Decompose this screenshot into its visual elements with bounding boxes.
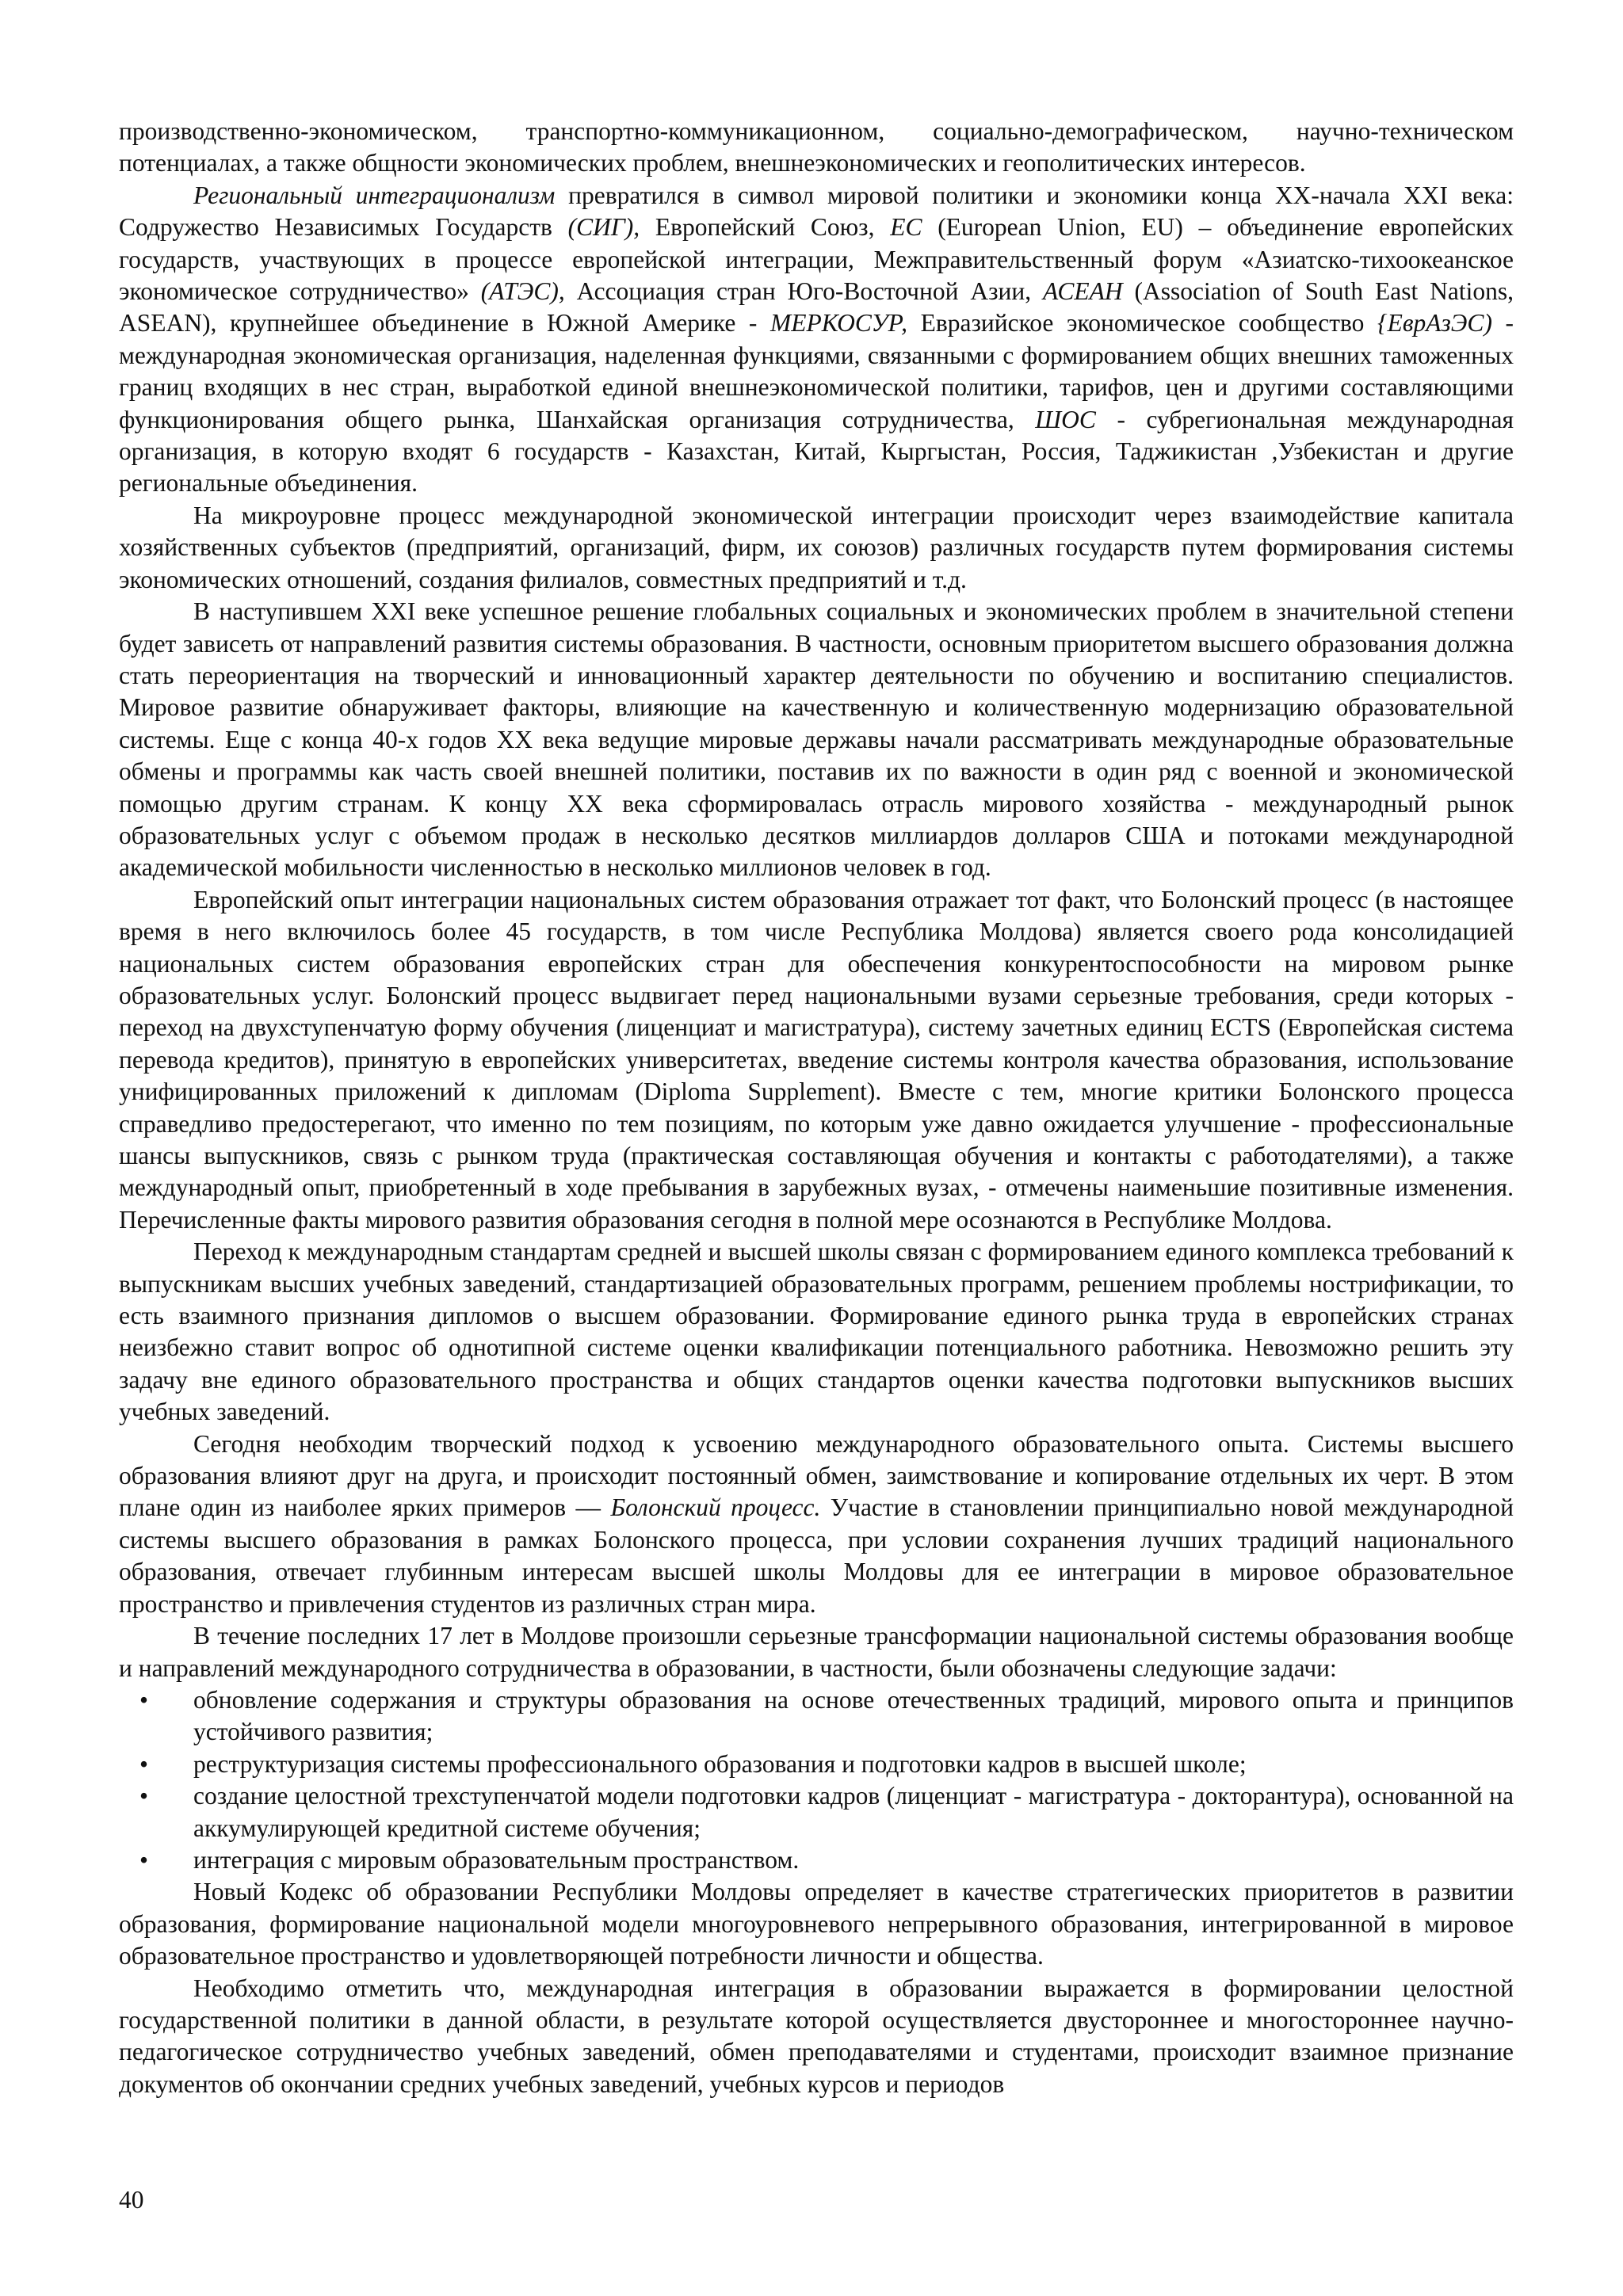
italic-abbr: МЕРКОСУР, xyxy=(769,309,908,338)
bullet-icon: • xyxy=(139,1782,149,1810)
italic-abbr: ШОС xyxy=(1035,405,1096,433)
list-item: • интеграция с мировым образовательным пространством. xyxy=(119,1844,1514,1876)
paragraph-xxi-century: В наступившем XXI веке успешное решение глобальных социальных и экономических проблем в значительной степени будет зависеть от направлений развития системы образования. В частности, основным приоритетом высшего образования должна стать переориентация на творческий и инновационный характер деятельности по обучению и воспитанию специалистов. Мировое развитие обнаруживает факторы, влияющие на качественную и количественную модернизацию образовательной системы. Еще с конца 40-х годов XX века ведущие мировые державы начали рассматривать международные образовательные обмены и программы как часть своей внешней политики, поставив их по важности в один ряд с военной и экономической помощью другим странам. К концу XX века сформировалась отрасль мирового хозяйства - международный рынок образовательных услуг с объемом продаж в несколько десятков миллиардов долларов США и потоками международной академической мобильности численностью в несколько миллионов человек в год. xyxy=(119,597,1514,882)
paragraph-micro-level: На микроуровне процесс международной экономической интеграции происходит через взаимодействие капитала хозяйственных субъектов (предприятий, организаций, фирм, их союзов) различных государств путем формирования системы экономических отношений, создания филиалов, совместных предприятий и т.д. xyxy=(119,501,1514,593)
bullet-icon: • xyxy=(139,1685,149,1714)
italic-abbr: ЕС xyxy=(890,213,922,242)
paragraph-international-integration: Необходимо отметить что, международная интеграция в образовании выражается в формировании целостной государственной политики в данной области, в результате которой осуществляется двустороннее и многостороннее научно-педагогическое сотрудничество учебных заведений, обмен преподавателями и студентами, происходит взаимное признание документов об окончании средних учебных заведений, учебных курсов и периодов xyxy=(119,1974,1514,2098)
italic-term: Болонский процесс. xyxy=(610,1493,821,1522)
paragraph-international-standards: Переход к международным стандартам средней и высшей школы связан с формированием единого комплекса требований к выпускникам высших учебных заведений, стандартизацией образовательных программ, решением проблемы нострификации, то есть взаимного признания дипломов о высшем образовании. Формирование единого рынка труда в европейских странах неизбежно ставит вопрос об однотипной системе оценки квалификации потенциального работника. Невозможно решить эту задачу вне единого образовательного пространства и общих стандартов оценки качества подготовки выпускников высших учебных заведений. xyxy=(119,1238,1514,1426)
document-page xyxy=(119,116,1514,2100)
bullet-icon: • xyxy=(139,1845,149,1874)
paragraph-creative-approach: Сегодня необходим творческий подход к усвоению международного образовательного опыта. Системы высшего образования влияют друг на друга, и происходит постоянный обмен, заимствование и копирование отдельных их черт. В этом плане один из наиболее ярких примеров — Болонский процесс. Участие в становлении принципиально новой международной системы высшего образования в рамках Болонского процесса, при условии сохранения лучших традиций национального образования, отвечает глубинным интересам высшей школы Молдовы для ее интеграции в мировое образовательное пространство и привлечения студентов из различных стран мира. xyxy=(119,1429,1514,1618)
page-number: 40 xyxy=(119,2186,144,2214)
italic-abbr: (СИГ), xyxy=(567,213,640,242)
tasks-list xyxy=(119,1684,1514,1876)
italic-abbr: (АТЭС), xyxy=(480,277,565,306)
list-item: • реструктуризация системы профессионального образования и подготовки кадров в высшей школе; xyxy=(119,1749,1514,1780)
paragraph-regional-integration: Региональный интеграционализм превратился в символ мировой политики и экономики конца XX-начала XXI века: Содружество Независимых Государств (СИГ), Европейский Союз, ЕС (European Union, EU) – объединение европейских государств, участвующих в процессе европейской интеграции, Межправительственный форум «Азиатско-тихоокеанское экономическое сотрудничество» (АТЭС), Ассоциация стран Юго-Восточной Азии, АСЕАН (Association of South East Nations, ASEAN), крупнейшее объединение в Южной Америке - МЕРКОСУР, Евразийское экономическое сообщество {ЕврАзЭС) - международная экономическая организация, наделенная функциями, связанными с формированием общих внешних таможенных границ входящих в нес стран, выработкой единой внешнеэкономической политики, тарифов, цен и другими составляющими функционирования общего рынка, Шанхайская организация сотрудничества, ШОС - субрегиональная международная организация, в которую входят 6 государств - Казахстан, Китай, Кыргыстан, Россия, Таджикистан ,Узбекистан и другие региональные объединения. xyxy=(119,181,1514,498)
list-item: • создание целостной трехступенчатой модели подготовки кадров (лиценциат - магистратура - докторантура), основанной на аккумулирующей кредитной системе обучения; xyxy=(139,1782,1514,1842)
paragraph-education-code: Новый Кодекс об образовании Республики Молдовы определяет в качестве стратегических приоритетов в развитии образования, формирование национальной модели многоуровневого непрерывного образования, интегрированной в мировое образовательное пространство и удовлетворяющей потребности личности и общества. xyxy=(119,1878,1514,1970)
paragraph-bologna-process: Европейский опыт интеграции национальных систем образования отражает тот факт, что Болонский процесс (в настоящее время в него включилось более 45 государств, в том числе Республика Молдова) является своего рода консолидацией национальных систем образования европейских стран для обеспечения конкурентоспособности на мировом рынке образовательных услуг. Болонский процесс выдвигает перед национальными вузами серьезные требования, среди которых - переход на двухступенчатую форму обучения (лиценциат и магистратура), систему зачетных единиц ECTS (Европейская система перевода кредитов), принятую в европейских университетах, введение системы контроля качества образования, использование унифицированных приложений к дипломам (Diploma Supplement). Вместе с тем, многие критики Болонского процесса справедливо предостерегают, что именно по тем позициям, по которым уже давно ожидается улучшение - профессиональные шансы выпускников, связь с рынком труда (практическая составляющая обучения и контакты с работодателями), а также международный опыт, приобретенный в ходе пребывания в зарубежных вузах, - отмечены наименьшие позитивные изменения. Перечисленные факты мирового развития образования сегодня в полной мере осознаются в Республике Молдова. xyxy=(119,885,1514,1234)
paragraph-continued: производственно-экономическом, транспортно-коммуникационном, социально-демографическом, научно-техническом потенциалах, а также общности экономических проблем, внешнеэкономических и геополитических интересов. xyxy=(119,117,1514,177)
bullet-icon: • xyxy=(139,1749,149,1778)
paragraph-moldova-transformations: В течение последних 17 лет в Молдове произошли серьезные трансформации национальной системы образования вообще и направлений международного сотрудничества в образовании, в частности, были обозначены следующие задачи: xyxy=(119,1622,1514,1682)
italic-abbr: АСЕАН xyxy=(1042,277,1123,306)
italic-abbr: {ЕврАзЭС) xyxy=(1377,309,1492,338)
italic-term: Региональный интеграционализм xyxy=(193,181,556,209)
list-item: • обновление содержания и структуры образования на основе отечественных традиций, мирового опыта и принципов устойчивого развития; xyxy=(139,1685,1514,1746)
